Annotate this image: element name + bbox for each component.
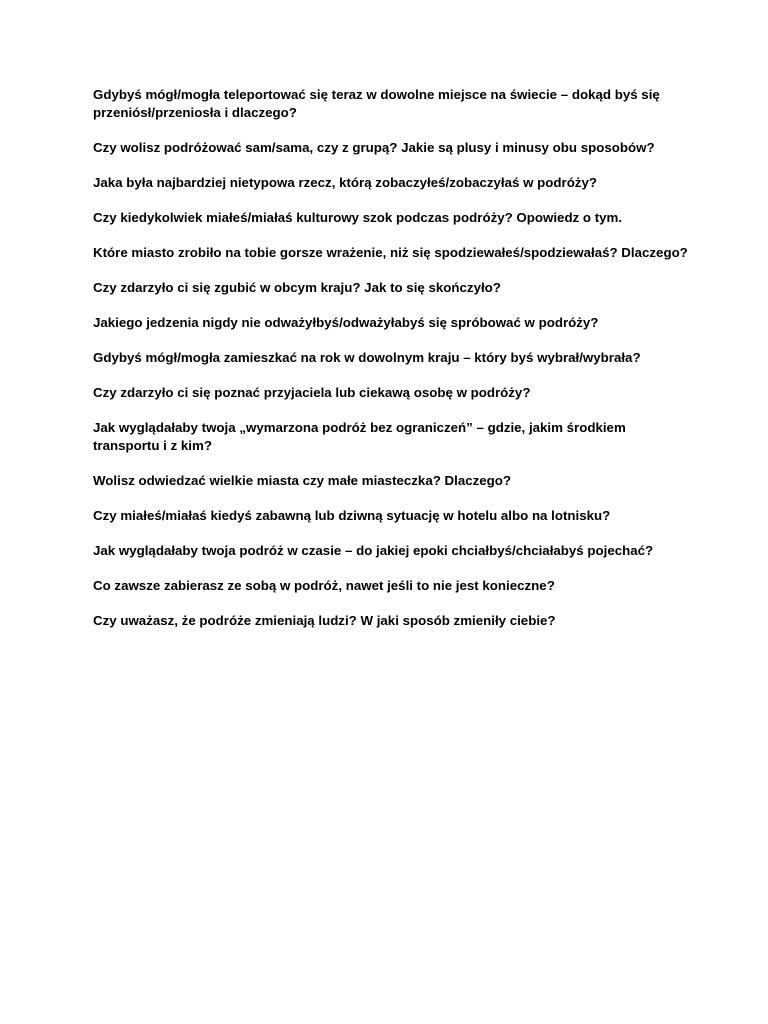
question-15: Czy uważasz, że podróże zmieniają ludzi? W jaki sposób zmieniły ciebie? (93, 613, 556, 628)
question-14: Co zawsze zabierasz ze sobą w podróż, nawet jeśli to nie jest konieczne? (93, 578, 555, 593)
question-9: Czy zdarzyło ci się poznać przyjaciela lub ciekawą osobę w podróży? (93, 385, 531, 400)
question-11: Wolisz odwiedzać wielkie miasta czy małe miasteczka? Dlaczego? (93, 473, 512, 488)
question-3: Jaka była najbardziej nietypowa rzecz, którą zobaczyłeś/zobaczyłaś w podróży? (93, 175, 597, 190)
question-6: Czy zdarzyło ci się zgubić w obcym kraju? Jak to się skończyło? (93, 280, 501, 295)
question-12: Czy miałeś/miałaś kiedyś zabawną lub dziwną sytuację w hotelu albo na lotnisku? (93, 508, 611, 523)
document-page (93, 86, 693, 647)
question-2: Czy wolisz podróżować sam/sama, czy z grupą? Jakie są plusy i minusy obu sposobów? (93, 140, 655, 155)
question-5: Które miasto zrobiło na tobie gorsze wrażenie, niż się spodziewałeś/spodziewałaś? Dlaczego? (93, 245, 688, 260)
question-13: Jak wyglądałaby twoja podróż w czasie – do jakiej epoki chciałbyś/chciałabyś pojechać? (93, 543, 654, 558)
question-1: Gdybyś mógł/mogła teleportować się teraz w dowolne miejsce na świecie – dokąd byś się przeniósł/przeniosła i dlaczego? (93, 87, 660, 120)
question-10: Jak wyglądałaby twoja „wymarzona podróż bez ograniczeń” – gdzie, jakim środkiem transportu i z kim? (93, 420, 626, 453)
question-7: Jakiego jedzenia nigdy nie odważyłbyś/odważyłabyś się spróbować w podróży? (93, 315, 599, 330)
question-8: Gdybyś mógł/mogła zamieszkać na rok w dowolnym kraju – który byś wybrał/wybrała? (93, 350, 641, 365)
question-4: Czy kiedykolwiek miałeś/miałaś kulturowy szok podczas podróży? Opowiedz o tym. (93, 210, 623, 225)
